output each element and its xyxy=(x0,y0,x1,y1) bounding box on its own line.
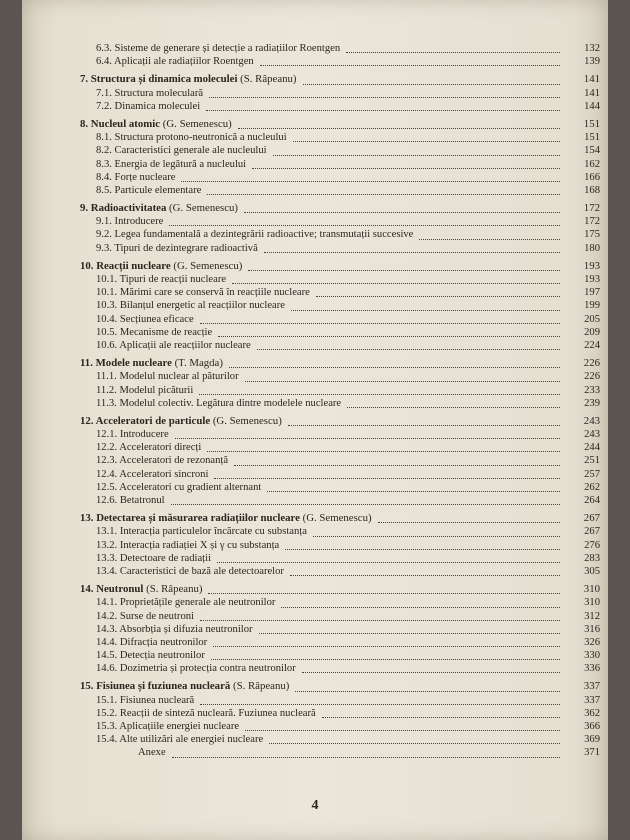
dot-leader xyxy=(288,412,560,426)
dot-leader xyxy=(200,607,560,621)
dot-leader xyxy=(200,691,560,705)
toc-entry-title xyxy=(96,87,203,100)
dot-leader xyxy=(211,646,560,660)
dot-leader xyxy=(281,593,560,607)
dot-leader xyxy=(264,239,560,253)
toc-entry-title xyxy=(96,428,169,441)
section-title-text: Dozimetria și protecția contra neutronilor xyxy=(119,663,296,675)
toc-page-number: 197 xyxy=(584,287,600,299)
toc-entry-title xyxy=(96,242,258,255)
toc-entry-number: 11.2. xyxy=(96,384,120,396)
toc-entry-title xyxy=(96,565,284,578)
toc-entry-number: 8.2. xyxy=(96,145,115,157)
toc-page-number: 362 xyxy=(584,707,600,719)
toc-page-number: 144 xyxy=(584,100,600,112)
toc-section xyxy=(80,397,600,410)
chapter-author: (G. Semenescu) xyxy=(166,202,239,215)
toc-entry-number: 13.2. xyxy=(96,539,120,551)
section-title-text: Secțiunea eficace xyxy=(119,313,194,325)
page-number: 4 xyxy=(311,798,319,813)
toc-page-number: 243 xyxy=(584,429,600,441)
toc-entry-number: 13.3. xyxy=(96,552,120,564)
section-title-text: Aplicații ale radiațiilor Roentgen xyxy=(113,56,254,68)
chapter-title xyxy=(80,260,171,272)
toc-page-number: 283 xyxy=(584,552,600,564)
dot-leader xyxy=(291,296,560,310)
toc-entry-title xyxy=(138,746,166,759)
section-title-text: Tipuri de dezintegrare radioactivă xyxy=(114,242,258,254)
toc-entry-title xyxy=(96,184,201,197)
dot-leader xyxy=(269,730,560,744)
toc-page-number: 226 xyxy=(583,357,600,370)
toc-entry-title xyxy=(96,454,228,467)
section-title-text: Anexe xyxy=(138,747,166,759)
chapter-author: (G. Semenescu) xyxy=(160,117,232,130)
section-title-text: Aplicațiile energiei nucleare xyxy=(119,721,240,732)
toc-entry-title xyxy=(96,171,175,184)
section-title-text: Modelul colectiv. Legătura dintre modelele nucleare xyxy=(119,397,342,409)
toc-entry-title xyxy=(96,397,341,410)
dot-leader xyxy=(169,212,560,226)
dot-leader xyxy=(260,52,560,66)
section-title-text: Bilanțul energetic al reacțiilor nucleare xyxy=(119,300,285,312)
toc-page-number: 224 xyxy=(584,339,600,351)
toc-entry-title xyxy=(96,494,165,507)
toc-entry-number: 8.5. xyxy=(96,184,115,196)
toc-entry-number: 15. xyxy=(80,680,97,693)
dot-leader xyxy=(213,633,560,647)
dot-leader xyxy=(214,465,560,479)
toc-page-number: 139 xyxy=(584,56,600,68)
toc-entry-title xyxy=(96,144,267,157)
dot-leader xyxy=(285,536,560,550)
section-title-text: Energia de legătură a nucleului xyxy=(114,158,247,170)
toc-page-number: 168 xyxy=(584,184,600,196)
toc-entry-number: 13.4. xyxy=(96,565,120,577)
toc-entry-number: 15.2. xyxy=(96,707,120,719)
section-title-text: Difracția neutronilor xyxy=(119,636,208,648)
section-title-text: Absorbția și difuzia neutronilor xyxy=(119,623,253,635)
toc-entry-number: 9.3. xyxy=(96,242,115,254)
chapter-title-text: Fisiunea și fuziunea nucleară xyxy=(96,680,231,693)
dot-leader xyxy=(313,522,560,536)
dot-leader xyxy=(232,270,560,284)
dot-leader xyxy=(419,225,560,239)
section-title-text: Aplicații ale reacțiilor nucleare xyxy=(119,339,251,351)
toc-page-number: 312 xyxy=(584,610,600,622)
dot-leader xyxy=(303,70,560,84)
chapter-author: (S. Râpeanu) xyxy=(230,680,290,693)
dot-leader xyxy=(171,491,560,505)
toc-entry-title xyxy=(80,260,242,273)
toc-page-number: 209 xyxy=(584,326,600,338)
toc-entry-title xyxy=(80,583,202,596)
chapter-title-text: Structura și dinamica moleculei xyxy=(90,73,238,86)
section-title-text: Betatronul xyxy=(119,495,165,506)
toc-entry-number: 6.3. xyxy=(96,43,115,54)
section-title-text: Surse de neutroni xyxy=(119,610,194,622)
toc-entry-title xyxy=(80,357,223,370)
toc-page-number: 267 xyxy=(584,526,600,538)
dot-leader xyxy=(259,620,560,634)
toc-page-number: 371 xyxy=(584,747,600,759)
toc-entry-number: 8.1. xyxy=(96,132,115,144)
toc-annex xyxy=(80,746,600,759)
toc-entry-number: 14.5. xyxy=(96,650,120,662)
chapter-author: (S. Râpeanu) xyxy=(143,583,203,596)
section-title-text: Mărimi care se conservă în reacțiile nucleare xyxy=(119,287,310,299)
toc-page-number: 205 xyxy=(584,313,600,325)
section-title-text: Interacția radiației X și γ cu substanța xyxy=(119,539,280,551)
table-of-contents xyxy=(80,42,600,760)
toc-page-number: 132 xyxy=(584,43,600,54)
section-title-text: Interacția particulelor încărcate cu substanța xyxy=(119,526,307,538)
toc-page-number: 264 xyxy=(584,495,600,506)
section-title-text: Particule elementare xyxy=(114,184,202,196)
toc-page-number: 175 xyxy=(584,229,600,241)
section-title-text: Structura protono-neutronică a nucleului xyxy=(114,132,287,144)
toc-page-number: 233 xyxy=(584,384,600,396)
toc-page-number: 239 xyxy=(584,397,600,409)
toc-entry-number: 14.4. xyxy=(96,636,120,648)
toc-entry-number: 7. xyxy=(80,73,91,86)
dot-leader xyxy=(378,509,560,523)
toc-entry-number: 9.1. xyxy=(96,216,115,228)
toc-page-number: 154 xyxy=(584,145,600,157)
toc-entry-number: 13. xyxy=(80,512,97,525)
toc-entry-title xyxy=(96,468,208,481)
toc-entry-title xyxy=(96,100,200,113)
toc-page-number: 316 xyxy=(584,623,600,635)
toc-entry-title xyxy=(96,326,212,339)
toc-entry-number: 10. xyxy=(80,259,97,272)
toc-entry-number: 9.2. xyxy=(96,229,115,241)
dot-leader xyxy=(175,425,560,439)
toc-entry-number: 12. xyxy=(80,414,96,427)
toc-entry-number: 8.3. xyxy=(96,158,115,170)
dot-leader xyxy=(209,84,560,98)
toc-page-number: 310 xyxy=(584,597,600,609)
chapter-title-text: Radioactivitatea xyxy=(90,202,167,215)
dot-leader xyxy=(181,168,560,182)
section-title-text: Detecția neutronilor xyxy=(119,650,205,662)
toc-page-number: 276 xyxy=(584,539,600,551)
toc-entry-number: 11.1. xyxy=(96,371,120,383)
toc-page-number: 257 xyxy=(584,468,600,480)
section-title-text: Sisteme de generare și detecție a radiațiilor Roentgen xyxy=(114,43,341,54)
toc-section xyxy=(80,565,600,578)
section-title-text: Structura moleculară xyxy=(114,87,204,99)
dot-leader xyxy=(290,562,560,576)
dot-leader xyxy=(238,115,560,129)
section-title-text: Legea fundamentală a dezintegrării radioactive; transmutații succesive xyxy=(114,229,414,241)
toc-entry-title xyxy=(96,662,296,675)
toc-section xyxy=(80,55,600,68)
toc-page-number: 151 xyxy=(584,132,600,144)
toc-page-number: 172 xyxy=(584,216,600,228)
toc-page-number: 262 xyxy=(584,481,600,493)
toc-entry-number: 12.3. xyxy=(96,455,120,467)
dot-leader xyxy=(248,257,560,271)
toc-entry-number: 10.1. xyxy=(96,287,120,299)
toc-entry-title xyxy=(80,118,232,131)
toc-page-number: 336 xyxy=(584,663,600,675)
toc-page-number: 337 xyxy=(584,694,600,706)
toc-entry-title xyxy=(96,384,193,397)
chapter-title xyxy=(80,202,166,214)
section-title-text: Acceleratori de rezonanță xyxy=(119,455,229,467)
toc-entry-number: 14.2. xyxy=(96,610,120,622)
toc-entry-title xyxy=(96,525,307,538)
toc-section xyxy=(80,242,600,255)
section-title-text: Caracteristici generale ale nucleului xyxy=(114,145,267,157)
toc-page-number: 244 xyxy=(584,442,600,454)
toc-page-number: 193 xyxy=(584,274,600,285)
toc-entry-title xyxy=(96,636,207,649)
toc-entry-number: 14.1. xyxy=(96,597,120,609)
toc-page-number: 326 xyxy=(584,636,600,648)
section-title-text: Detectoare de radiații xyxy=(119,552,212,564)
toc-page-number: 141 xyxy=(584,87,600,99)
toc-section xyxy=(80,339,600,352)
chapter-author: (G. Semenescu) xyxy=(299,512,372,525)
chapter-title xyxy=(80,512,300,524)
toc-page-number: 305 xyxy=(584,565,600,577)
toc-entry-number: 15.3. xyxy=(96,721,120,732)
chapter-title xyxy=(80,357,172,369)
toc-page-number: 199 xyxy=(584,300,600,312)
toc-entry-number: 14.3. xyxy=(96,623,120,635)
dot-leader xyxy=(207,438,560,452)
section-title-text: Modelul nuclear al păturilor xyxy=(119,371,239,383)
toc-section xyxy=(80,662,600,675)
toc-entry-number: 13.1. xyxy=(96,526,120,538)
toc-page-number: 141 xyxy=(583,73,600,86)
chapter-title-text: Acceleratori de particule xyxy=(95,414,211,427)
chapter-title-text: Detectarea și măsurarea radiațiilor nucleare xyxy=(96,512,300,525)
toc-entry-title xyxy=(96,649,205,662)
toc-entry-number: 10.5. xyxy=(96,326,120,338)
dot-leader xyxy=(252,155,560,169)
dot-leader xyxy=(267,478,560,492)
toc-page-number: 369 xyxy=(584,734,600,746)
toc-entry-number: 6.4. xyxy=(96,56,114,68)
toc-entry-number: 15.4. xyxy=(96,734,120,746)
toc-page-number: 162 xyxy=(584,158,600,170)
dot-leader xyxy=(199,381,560,395)
dot-leader xyxy=(207,181,560,195)
toc-entry-number: 7.2. xyxy=(96,100,115,112)
toc-entry-title xyxy=(96,694,194,707)
toc-entry-number: 8.4. xyxy=(96,171,115,183)
toc-entry-number: 14. xyxy=(80,583,97,596)
section-title-text: Forțe nucleare xyxy=(114,171,176,183)
chapter-title xyxy=(80,118,160,130)
toc-entry-number: 8. xyxy=(80,117,91,130)
section-title-text: Acceleratori direcți xyxy=(119,442,202,454)
toc-entry-title xyxy=(96,313,194,326)
section-title-text: Acceleratori sincroni xyxy=(119,468,209,480)
chapter-title-text: Nucleul atomic xyxy=(90,117,161,130)
dot-leader xyxy=(218,323,560,337)
toc-page-number: 251 xyxy=(584,455,600,467)
section-title-text: Caracteristici de bază ale detectoarelor xyxy=(119,565,284,577)
toc-entry-title xyxy=(96,720,239,733)
toc-entry-title xyxy=(96,610,194,623)
toc-entry-number: 12.2. xyxy=(96,442,120,454)
toc-entry-title xyxy=(96,131,287,144)
toc-page-number: 226 xyxy=(584,371,600,383)
toc-entry-number: 11. xyxy=(80,357,96,370)
toc-entry-title xyxy=(96,339,251,352)
toc-entry-title xyxy=(96,286,310,299)
toc-entry-number: 14.6. xyxy=(96,663,120,675)
section-title-text: Tipuri de reacții nucleare xyxy=(119,274,227,285)
dot-leader xyxy=(245,367,560,381)
section-title-text: Modelul picăturii xyxy=(119,384,194,396)
toc-page-number: 267 xyxy=(583,512,600,525)
chapter-author: (G. Semenescu) xyxy=(210,414,282,427)
dot-leader xyxy=(217,549,560,563)
toc-entry-title xyxy=(96,215,163,228)
section-title-text: Reacții de sinteză nucleară. Fuziunea nucleară xyxy=(119,707,316,719)
chapter-title-text: Modele nucleare xyxy=(95,357,172,370)
section-title-text: Dinamica moleculei xyxy=(114,100,201,112)
toc-page-number: 366 xyxy=(584,721,600,732)
toc-entry-title xyxy=(96,273,226,286)
section-title-text: Introducere xyxy=(114,216,164,228)
toc-entry-number: 15.1. xyxy=(96,694,120,706)
toc-entry-number: 11.3. xyxy=(96,397,120,409)
dot-leader xyxy=(316,283,560,297)
toc-entry-number: 9. xyxy=(80,202,91,215)
section-title-text: Fisiunea nucleară xyxy=(119,694,195,706)
book-page xyxy=(22,0,608,840)
dot-leader xyxy=(273,141,560,155)
dot-leader xyxy=(293,128,560,142)
dot-leader xyxy=(322,704,560,718)
toc-page-number: 166 xyxy=(584,171,600,183)
dot-leader xyxy=(208,580,560,594)
toc-entry-number: 10.4. xyxy=(96,313,120,325)
dot-leader xyxy=(302,659,560,673)
chapter-title xyxy=(80,583,143,595)
toc-entry-number: 10.3. xyxy=(96,300,120,312)
section-title-text: Acceleratori cu gradient alternant xyxy=(119,481,262,493)
toc-section xyxy=(80,494,600,507)
toc-entry-number: 10.1. xyxy=(96,274,120,285)
dot-leader xyxy=(206,97,560,111)
toc-entry-number: 12.6. xyxy=(96,495,120,506)
section-title-text: Proprietățile generale ale neutronilor xyxy=(119,597,276,609)
toc-entry-number: 10.6. xyxy=(96,339,120,351)
dot-leader xyxy=(257,336,560,350)
toc-entry-title xyxy=(96,55,254,68)
dot-leader xyxy=(346,39,560,53)
toc-page-number: 330 xyxy=(584,650,600,662)
chapter-title-text: Neutronul xyxy=(96,583,144,596)
chapter-author: (S. Râpeanu) xyxy=(237,73,297,86)
dot-leader xyxy=(200,310,560,324)
toc-page-number: 172 xyxy=(583,202,600,215)
section-title-text: Introducere xyxy=(119,429,169,441)
toc-entry-title xyxy=(96,441,201,454)
toc-page-number: 193 xyxy=(583,259,600,272)
dot-leader xyxy=(295,677,560,691)
chapter-author: (T. Magda) xyxy=(171,357,223,370)
toc-page-number: 180 xyxy=(584,242,600,254)
section-title-text: Alte utilizări ale energiei nucleare xyxy=(119,734,264,746)
section-title-text: Mecanisme de reacție xyxy=(119,326,213,338)
toc-entry-number: 12.5. xyxy=(96,481,120,493)
dot-leader xyxy=(234,451,560,465)
toc-section xyxy=(80,100,600,113)
toc-page-number: 243 xyxy=(583,414,600,427)
toc-page-number: 151 xyxy=(583,117,600,130)
chapter-title-text: Reacții nucleare xyxy=(96,259,171,272)
dot-leader xyxy=(244,199,560,213)
toc-entry-number: 12.1. xyxy=(96,429,120,441)
dot-leader xyxy=(172,743,560,757)
toc-entry-number: 7.1. xyxy=(96,87,115,99)
toc-entry-number: 12.4. xyxy=(96,468,120,480)
toc-page-number: 337 xyxy=(583,680,600,693)
dot-leader xyxy=(245,717,560,731)
dot-leader xyxy=(229,354,560,368)
toc-entry-title xyxy=(96,552,211,565)
chapter-author: (G. Semenescu) xyxy=(170,259,243,272)
toc-page-number: 310 xyxy=(583,583,600,596)
dot-leader xyxy=(347,394,560,408)
toc-section xyxy=(80,184,600,197)
